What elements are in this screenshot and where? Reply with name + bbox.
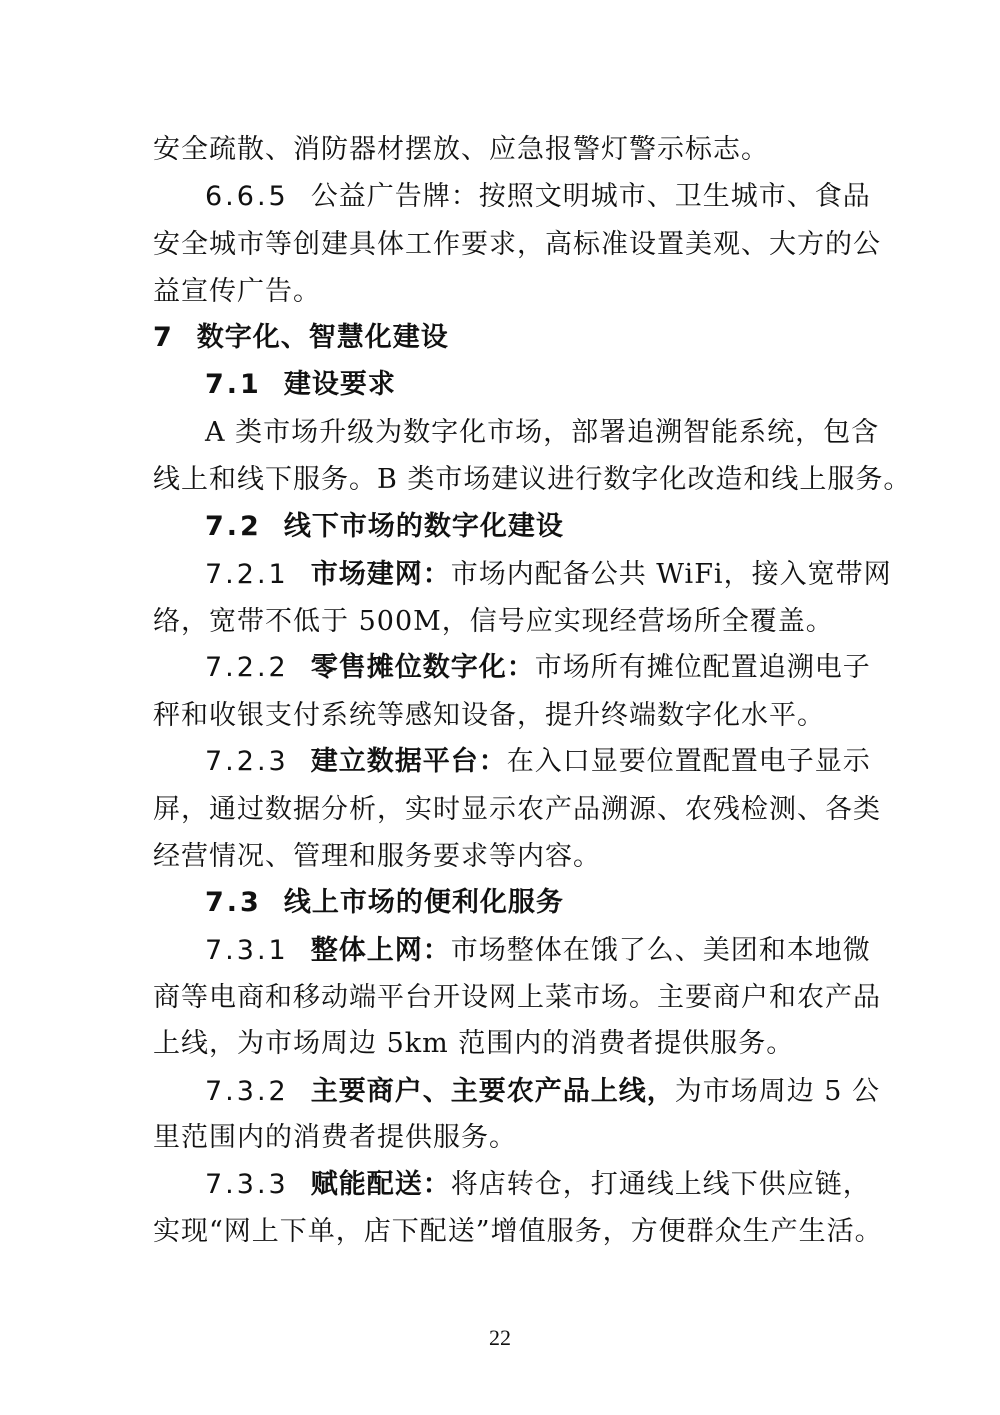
clause-title: 建立数据平台： (310, 746, 507, 777)
section-number: 7.1 (205, 369, 262, 400)
clause-number: 7.3.1 (205, 935, 289, 966)
clause-title: 主要商户、主要农产品上线， (310, 1076, 675, 1107)
body-line: 里范围内的消费者提供服务。 (153, 1122, 517, 1153)
clause-7-2-2: 7.2.2 零售摊位数字化：市场所有摊位配置追溯电子 (205, 652, 871, 683)
subsection-heading-7-3: 7.3 线上市场的便利化服务 (205, 887, 564, 918)
clause-number: 7.3.3 (205, 1169, 289, 1200)
body-line: 络，宽带不低于 500M，信号应实现经营场所全覆盖。 (153, 606, 834, 637)
section-number: 7.3 (205, 887, 262, 918)
clause-number: 7.2.1 (205, 559, 289, 590)
clause-6-6-5: 6.6.5 公益广告牌：按照文明城市、卫生城市、食品 (205, 181, 871, 212)
body-line: 上线，为市场周边 5km 范围内的消费者提供服务。 (153, 1028, 795, 1059)
body-line: 安全疏散、消防器材摆放、应急报警灯警示标志。 (153, 134, 769, 165)
page-number: 22 (489, 1325, 511, 1350)
clause-7-3-1: 7.3.1 整体上网：市场整体在饿了么、美团和本地微 (205, 935, 871, 966)
clause-title: 零售摊位数字化： (310, 652, 535, 683)
body-line: 安全城市等创建具体工作要求，高标准设置美观、大方的公 (153, 229, 881, 260)
clause-title: 整体上网： (310, 935, 451, 966)
clause-number: 6.6.5 (205, 181, 289, 212)
clause-title: 赋能配送： (310, 1169, 451, 1200)
body-line: 益宣传广告。 (153, 276, 321, 307)
subsection-heading-7-1: 7.1 建设要求 (205, 369, 396, 400)
subsection-heading-7-2: 7.2 线下市场的数字化建设 (205, 511, 564, 542)
body-line: 线上和线下服务。B 类市场建议进行数字化改造和线上服务。 (153, 464, 912, 495)
body-line: A 类市场升级为数字化市场，部署追溯智能系统，包含 (205, 417, 880, 448)
section-number: 7 (153, 322, 175, 353)
clause-7-3-3: 7.3.3 赋能配送：将店转仓，打通线上线下供应链， (205, 1169, 871, 1200)
clause-number: 7.2.3 (205, 746, 289, 777)
body-line: 屏，通过数据分析，实时显示农产品溯源、农残检测、各类 (153, 794, 881, 825)
body-line: 实现“网上下单，店下配送”增值服务，方便群众生产生活。 (153, 1216, 883, 1247)
clause-7-3-2: 7.3.2 主要商户、主要农产品上线，为市场周边 5 公 (205, 1076, 881, 1107)
clause-7-2-1: 7.2.1 市场建网：市场内配备公共 WiFi，接入宽带网 (205, 559, 892, 590)
section-heading-7: 7 数字化、智慧化建设 (153, 322, 449, 353)
body-line: 秤和收银支付系统等感知设备，提升终端数字化水平。 (153, 700, 825, 731)
body-line: 经营情况、管理和服务要求等内容。 (153, 841, 601, 872)
clause-title: 市场建网： (310, 559, 451, 590)
section-number: 7.2 (205, 511, 262, 542)
clause-number: 7.2.2 (205, 652, 289, 683)
body-line: 商等电商和移动端平台开设网上菜市场。主要商户和农产品 (153, 982, 881, 1013)
clause-number: 7.3.2 (205, 1076, 289, 1107)
clause-7-2-3: 7.2.3 建立数据平台：在入口显要位置配置电子显示 (205, 746, 871, 777)
